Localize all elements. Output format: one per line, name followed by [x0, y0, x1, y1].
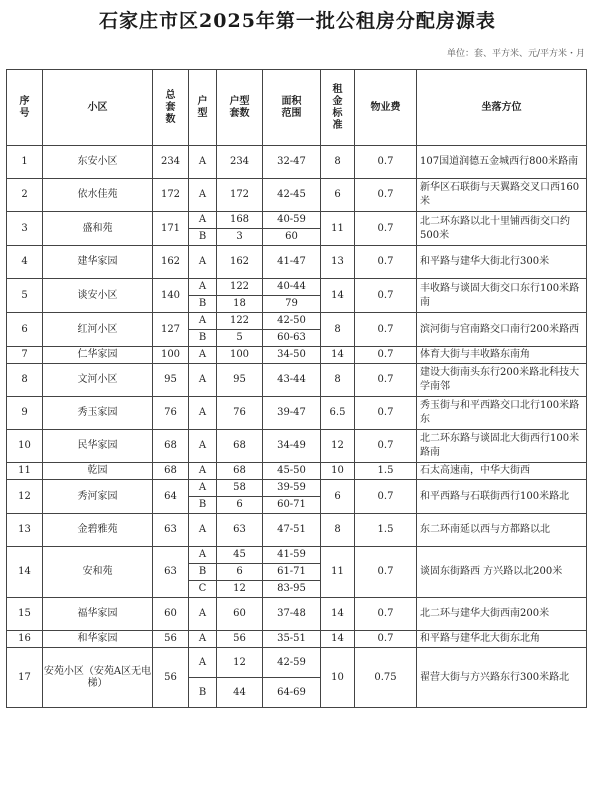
cell-type: A — [189, 598, 217, 631]
cell-total: 100 — [153, 347, 189, 364]
cell-fee: 0.75 — [355, 648, 417, 708]
cell-no: 17 — [7, 648, 43, 708]
cell-type: A — [189, 463, 217, 480]
cell-rent: 8 — [321, 146, 355, 179]
cell-type: A — [189, 430, 217, 463]
cell-location: 建设大街南头东行200米路北科技大学南邻 — [417, 364, 587, 397]
cell-location: 滨河街与宫南路交口南行200米路西 — [417, 313, 587, 347]
cell-type-count: 60 — [217, 598, 263, 631]
cell-type-count: 68 — [217, 463, 263, 480]
cell-area: 60 — [263, 229, 321, 246]
cell-fee: 0.7 — [355, 347, 417, 364]
cell-type: A — [189, 631, 217, 648]
cell-type-count: 95 — [217, 364, 263, 397]
cell-fee: 1.5 — [355, 514, 417, 547]
cell-community: 秀河家园 — [43, 480, 153, 514]
cell-area: 39-47 — [263, 397, 321, 430]
cell-no: 11 — [7, 463, 43, 480]
cell-type-count: 12 — [217, 581, 263, 598]
cell-total: 63 — [153, 547, 189, 598]
cell-type-count: 18 — [217, 296, 263, 313]
cell-no: 5 — [7, 279, 43, 313]
cell-total: 76 — [153, 397, 189, 430]
cell-area: 60-71 — [263, 497, 321, 514]
cell-no: 8 — [7, 364, 43, 397]
cell-rent: 11 — [321, 547, 355, 598]
cell-type: A — [189, 514, 217, 547]
cell-type: B — [189, 564, 217, 581]
cell-area: 79 — [263, 296, 321, 313]
table-row — [7, 547, 587, 564]
cell-community: 文河小区 — [43, 364, 153, 397]
cell-total: 56 — [153, 631, 189, 648]
cell-fee: 0.7 — [355, 631, 417, 648]
cell-location: 体育大街与丰收路东南角 — [417, 347, 587, 364]
cell-location: 丰收路与谈固大街交口东行100米路南 — [417, 279, 587, 313]
cell-no: 1 — [7, 146, 43, 179]
cell-community: 金碧雅苑 — [43, 514, 153, 547]
cell-no: 12 — [7, 480, 43, 514]
cell-location: 新华区石联街与天翼路交叉口西160米 — [417, 179, 587, 212]
cell-location: 北二环东路与谈固北大街西行100米路南 — [417, 430, 587, 463]
cell-location: 石太高速南，中华大街西 — [417, 463, 587, 480]
cell-type-count: 6 — [217, 564, 263, 581]
cell-fee: 0.7 — [355, 212, 417, 246]
cell-type: B — [189, 229, 217, 246]
table-row — [7, 631, 587, 648]
cell-type-count: 172 — [217, 179, 263, 212]
cell-total: 140 — [153, 279, 189, 313]
cell-type: A — [189, 279, 217, 296]
cell-rent: 6.5 — [321, 397, 355, 430]
cell-area: 39-59 — [263, 480, 321, 497]
cell-community: 乾园 — [43, 463, 153, 480]
cell-type: A — [189, 313, 217, 330]
cell-total: 63 — [153, 514, 189, 547]
cell-community: 民华家园 — [43, 430, 153, 463]
cell-fee: 0.7 — [355, 364, 417, 397]
cell-location: 东二环南延以西与方都路以北 — [417, 514, 587, 547]
cell-total: 68 — [153, 463, 189, 480]
cell-type: A — [189, 246, 217, 279]
cell-location: 秀玉街与和平西路交口北行100米路东 — [417, 397, 587, 430]
cell-no: 3 — [7, 212, 43, 246]
cell-type: A — [189, 347, 217, 364]
cell-type-count: 6 — [217, 497, 263, 514]
cell-area: 83-95 — [263, 581, 321, 598]
cell-area: 40-59 — [263, 212, 321, 229]
header-type: 户型 — [189, 70, 217, 146]
cell-no: 15 — [7, 598, 43, 631]
header-total: 总套数 — [153, 70, 189, 146]
header-community: 小区 — [43, 70, 153, 146]
table-row — [7, 648, 587, 678]
cell-area: 41-59 — [263, 547, 321, 564]
cell-type: A — [189, 648, 217, 678]
cell-area: 41-47 — [263, 246, 321, 279]
cell-area: 61-71 — [263, 564, 321, 581]
cell-community: 东安小区 — [43, 146, 153, 179]
cell-type-count: 122 — [217, 313, 263, 330]
cell-no: 7 — [7, 347, 43, 364]
cell-area: 37-48 — [263, 598, 321, 631]
cell-fee: 0.7 — [355, 246, 417, 279]
cell-fee: 0.7 — [355, 547, 417, 598]
cell-type-count: 122 — [217, 279, 263, 296]
cell-location: 和平路与建华北大街东北角 — [417, 631, 587, 648]
cell-fee: 0.7 — [355, 430, 417, 463]
cell-community: 红河小区 — [43, 313, 153, 347]
cell-area: 34-50 — [263, 347, 321, 364]
table-row — [7, 397, 587, 430]
table-row — [7, 347, 587, 364]
cell-rent: 12 — [321, 430, 355, 463]
cell-area: 42-50 — [263, 313, 321, 330]
cell-location: 谈固东街路西 方兴路以北200米 — [417, 547, 587, 598]
cell-fee: 0.7 — [355, 397, 417, 430]
cell-type-count: 58 — [217, 480, 263, 497]
cell-community: 建华家园 — [43, 246, 153, 279]
cell-community: 秀玉家园 — [43, 397, 153, 430]
cell-type: A — [189, 212, 217, 229]
header-location: 坐落方位 — [417, 70, 587, 146]
cell-fee: 0.7 — [355, 313, 417, 347]
cell-no: 6 — [7, 313, 43, 347]
cell-community: 安和苑 — [43, 547, 153, 598]
cell-type-count: 12 — [217, 648, 263, 678]
housing-table — [6, 69, 587, 708]
cell-type-count: 76 — [217, 397, 263, 430]
header-rent: 租金标准 — [321, 70, 355, 146]
cell-total: 171 — [153, 212, 189, 246]
cell-area: 60-63 — [263, 330, 321, 347]
cell-total: 172 — [153, 179, 189, 212]
cell-no: 14 — [7, 547, 43, 598]
table-row — [7, 179, 587, 212]
cell-community: 和华家园 — [43, 631, 153, 648]
cell-type-count: 168 — [217, 212, 263, 229]
table-row — [7, 246, 587, 279]
cell-fee: 0.7 — [355, 598, 417, 631]
cell-community: 安苑小区（安苑A区无电梯） — [43, 648, 153, 708]
cell-type: A — [189, 397, 217, 430]
table-row — [7, 514, 587, 547]
cell-community: 福华家园 — [43, 598, 153, 631]
cell-type: B — [189, 497, 217, 514]
cell-community: 仁华家园 — [43, 347, 153, 364]
cell-type-count: 68 — [217, 430, 263, 463]
cell-total: 127 — [153, 313, 189, 347]
cell-location: 翟营大街与方兴路东行300米路北 — [417, 648, 587, 708]
table-row — [7, 212, 587, 229]
cell-area: 34-49 — [263, 430, 321, 463]
cell-type-count: 5 — [217, 330, 263, 347]
cell-type-count: 100 — [217, 347, 263, 364]
cell-type-count: 56 — [217, 631, 263, 648]
cell-rent: 10 — [321, 463, 355, 480]
cell-area: 42-45 — [263, 179, 321, 212]
unit-note: 单位：套、平方米、元/平方米・月 — [446, 49, 585, 59]
cell-rent: 13 — [321, 246, 355, 279]
page-title: 石家庄市区2025年第一批公租房分配房源表 — [99, 10, 496, 32]
cell-rent: 14 — [321, 279, 355, 313]
cell-type-count: 3 — [217, 229, 263, 246]
cell-rent: 10 — [321, 648, 355, 708]
cell-total: 68 — [153, 430, 189, 463]
header-area: 面积范围 — [263, 70, 321, 146]
cell-no: 16 — [7, 631, 43, 648]
cell-total: 162 — [153, 246, 189, 279]
cell-total: 95 — [153, 364, 189, 397]
cell-type-count: 234 — [217, 146, 263, 179]
cell-type-count: 63 — [217, 514, 263, 547]
cell-no: 4 — [7, 246, 43, 279]
cell-rent: 6 — [321, 179, 355, 212]
cell-location: 和平西路与石联街西行100米路北 — [417, 480, 587, 514]
table-row — [7, 146, 587, 179]
cell-type: C — [189, 581, 217, 598]
cell-type-count: 162 — [217, 246, 263, 279]
cell-type: B — [189, 330, 217, 347]
header-type-count: 户型套数 — [217, 70, 263, 146]
cell-rent: 6 — [321, 480, 355, 514]
cell-area: 45-50 — [263, 463, 321, 480]
cell-no: 2 — [7, 179, 43, 212]
cell-rent: 14 — [321, 598, 355, 631]
cell-fee: 0.7 — [355, 480, 417, 514]
cell-rent: 8 — [321, 364, 355, 397]
cell-area: 32-47 — [263, 146, 321, 179]
table-row — [7, 480, 587, 497]
cell-area: 42-59 — [263, 648, 321, 678]
cell-total: 56 — [153, 648, 189, 708]
cell-location: 和平路与建华大街北行300米 — [417, 246, 587, 279]
table-row — [7, 463, 587, 480]
cell-community: 谈安小区 — [43, 279, 153, 313]
cell-area: 47-51 — [263, 514, 321, 547]
cell-type-count: 45 — [217, 547, 263, 564]
table-row — [7, 279, 587, 296]
cell-total: 60 — [153, 598, 189, 631]
cell-rent: 8 — [321, 313, 355, 347]
table-row — [7, 364, 587, 397]
table-row — [7, 430, 587, 463]
cell-community: 盛和苑 — [43, 212, 153, 246]
cell-no: 9 — [7, 397, 43, 430]
cell-type: A — [189, 179, 217, 212]
table-row — [7, 313, 587, 330]
cell-location: 北二环东路以北十里铺西街交口约500米 — [417, 212, 587, 246]
cell-fee: 0.7 — [355, 279, 417, 313]
cell-total: 64 — [153, 480, 189, 514]
cell-rent: 11 — [321, 212, 355, 246]
cell-type: A — [189, 547, 217, 564]
cell-type: B — [189, 678, 217, 708]
cell-total: 234 — [153, 146, 189, 179]
cell-area: 35-51 — [263, 631, 321, 648]
cell-location: 107国道润德五金城西行800米路南 — [417, 146, 587, 179]
cell-area: 43-44 — [263, 364, 321, 397]
cell-type: A — [189, 146, 217, 179]
table-body — [7, 146, 587, 708]
cell-area: 64-69 — [263, 678, 321, 708]
cell-type: A — [189, 480, 217, 497]
cell-no: 10 — [7, 430, 43, 463]
cell-fee: 0.7 — [355, 179, 417, 212]
cell-fee: 0.7 — [355, 146, 417, 179]
cell-community: 依水佳苑 — [43, 179, 153, 212]
table-row — [7, 598, 587, 631]
cell-rent: 14 — [321, 347, 355, 364]
cell-fee: 1.5 — [355, 463, 417, 480]
cell-type-count: 44 — [217, 678, 263, 708]
header-no: 序号 — [7, 70, 43, 146]
table-header-row — [7, 70, 587, 146]
cell-rent: 8 — [321, 514, 355, 547]
cell-rent: 14 — [321, 631, 355, 648]
cell-area: 40-44 — [263, 279, 321, 296]
cell-location: 北二环与建华大街西南200米 — [417, 598, 587, 631]
header-fee: 物业费 — [355, 70, 417, 146]
cell-type: A — [189, 364, 217, 397]
cell-type: B — [189, 296, 217, 313]
cell-no: 13 — [7, 514, 43, 547]
